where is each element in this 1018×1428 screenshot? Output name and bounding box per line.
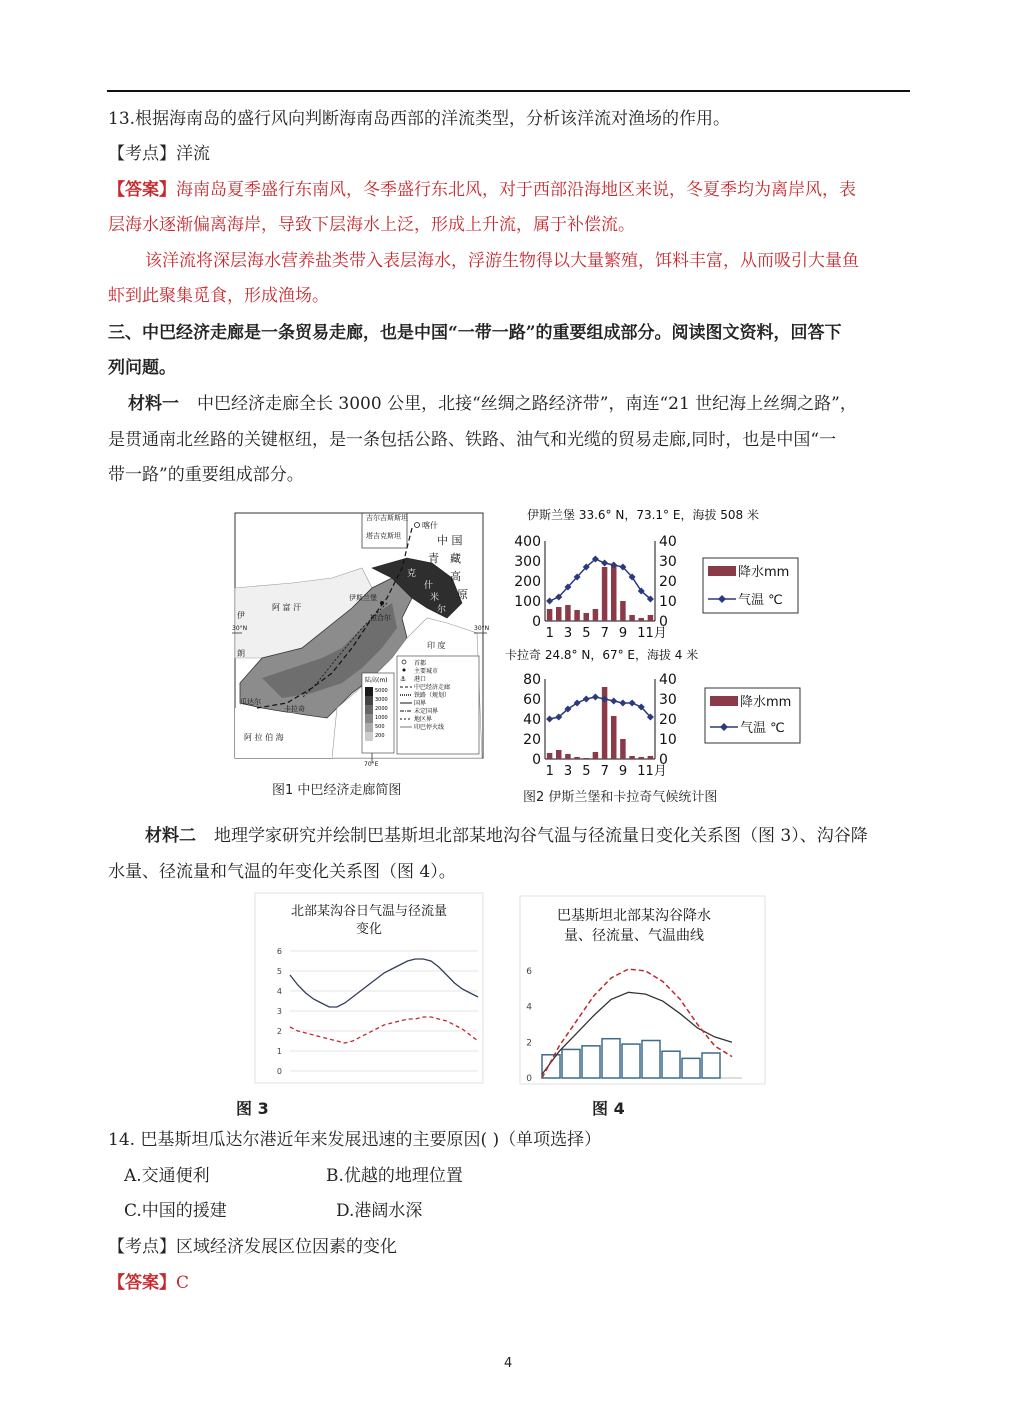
y-tick-right: 10 [659, 594, 677, 610]
rain-bar [639, 618, 645, 621]
x-tick: 7 [600, 626, 609, 641]
answer-tag: 【答案】 [108, 180, 176, 200]
rain-bar [584, 613, 590, 621]
rain-bar [574, 610, 580, 621]
map-label-yuan: 原 [457, 588, 468, 601]
temp-point [592, 694, 599, 701]
legend-undefined-border: 未定国界 [414, 708, 439, 715]
legend-corridor: 中巴经济走廊 [414, 684, 451, 691]
map-label-arabian-sea: 阿 拉 伯 海 [244, 733, 284, 742]
x-tick: 5 [582, 626, 591, 641]
map-label-china: 中 国 [437, 534, 463, 547]
fig3-title-line2: 变化 [355, 922, 383, 937]
map-label-ka2: 什 [424, 581, 434, 591]
legend-temp-2: 气温 ℃ [740, 721, 785, 736]
rain-bar [639, 757, 645, 759]
legend-rain-swatch-2 [710, 696, 738, 706]
material1-line2: 是贯通南北丝路的关键枢纽，是一条包括公路、铁路、油气和光缆的贸易走廊,同时，也是中国“一 [108, 430, 837, 450]
q13-question: 13.根据海南岛的盛行风向判断海南岛西部的洋流类型，分析该洋流对渔场的作用。 [108, 109, 731, 129]
x-tick: 5 [582, 764, 591, 779]
y-tick-left: 0 [532, 752, 541, 768]
x-tick: 11月 [637, 626, 667, 641]
material1-text: 中巴经济走廊全长 3000 公里，北接“丝绸之路经济带”，南连“21 世纪海上丝绸之路”， [197, 394, 857, 414]
legend-rain-swatch-1 [708, 566, 736, 576]
fig4-chart [520, 896, 765, 1084]
y-tick-left: 300 [514, 554, 541, 570]
y-tick: 2 [276, 1027, 282, 1036]
q14-kaodian-text: 区域经济发展区位因素的变化 [176, 1237, 397, 1257]
map-label-ka3: 米 [430, 593, 440, 603]
rain-bar [556, 750, 562, 759]
rain-bar [584, 758, 590, 759]
runoff-bar [622, 1044, 640, 1078]
map-label-lat-right: 30°N [474, 625, 490, 632]
fig1-caption: 图1 中巴经济走廊简图 [272, 783, 402, 798]
q14-option-d: D.港阔水深 [336, 1201, 423, 1221]
karachi-chart [505, 647, 698, 779]
map-label-lahore: 拉合尔 [370, 614, 391, 622]
rain-bar [602, 567, 608, 621]
runoff-bar [682, 1058, 700, 1078]
temp-point [546, 598, 553, 605]
rain-bar [547, 609, 553, 621]
q13-answer-line1 [108, 179, 856, 201]
y-tick-right: 40 [659, 672, 677, 688]
y-tick-left: 200 [514, 574, 541, 590]
climate-charts [505, 503, 805, 803]
section3-heading-line2: 列问题。 [108, 358, 176, 378]
temp-line [550, 697, 651, 719]
karachi-title: 卡拉奇 24.8° N，67° E，海拔 4 米 [505, 648, 699, 662]
rain-bar [648, 615, 654, 621]
rain-bar [547, 753, 553, 759]
material2-line1 [145, 825, 868, 847]
islamabad-title: 伊斯兰堡 33.6° N，73.1° E，海拔 508 米 [527, 508, 759, 522]
y-tick-left: 0 [532, 614, 541, 630]
map-label-lat-left: 30°N [232, 625, 248, 632]
elev-1000: 1000 [375, 715, 388, 721]
fig3-title-line1: 北部某沟谷日气温与径流量 [290, 904, 448, 919]
q14-kaodian [108, 1236, 397, 1258]
elev-5000: 5000 [375, 688, 388, 694]
legend-ceasefire: 印巴停火线 [414, 724, 445, 731]
y-tick-left: 20 [523, 732, 541, 748]
y-tick: 4 [276, 987, 282, 996]
x-tick: 9 [618, 626, 628, 641]
q14-answer-text: C [176, 1273, 190, 1293]
y-tick-right: 20 [659, 712, 677, 728]
temp-point [619, 700, 626, 707]
y-tick: 1 [276, 1047, 282, 1056]
material1-line1 [128, 393, 857, 415]
q14-kaodian-tag: 【考点】 [108, 1237, 176, 1257]
elev-3000: 3000 [375, 697, 388, 703]
map-label-gao: 高 [450, 570, 461, 583]
temp-point [601, 560, 608, 567]
rain-bar [611, 716, 617, 759]
y-tick: 2 [526, 1038, 532, 1049]
fig4-caption: 图 4 [592, 1099, 625, 1118]
runoff-bar [662, 1051, 680, 1078]
answer-text: 海南岛夏季盛行东南风，冬季盛行东北风，对于西部沿海地区来说，冬夏季均为离岸风，表 [176, 180, 856, 200]
runoff-bar [642, 1041, 660, 1079]
y-tick: 6 [276, 947, 282, 956]
y-tick-left: 40 [523, 712, 541, 728]
y-tick-right: 0 [659, 614, 668, 630]
rain-bar [648, 756, 654, 759]
legend-city: 主要城市 [414, 668, 439, 675]
elev-500: 500 [375, 724, 385, 730]
y-tick: 4 [526, 1002, 532, 1013]
y-tick-left: 80 [523, 672, 541, 688]
q14-answer-tag: 【答案】 [108, 1273, 176, 1293]
rain-bar [565, 754, 571, 759]
x-tick: 1 [545, 626, 554, 641]
legend-rain-2: 降水mm [740, 695, 792, 710]
rain-bar [629, 615, 635, 621]
rain-bar [565, 605, 571, 621]
y-tick-right: 30 [659, 554, 677, 570]
map-label-kyrgyz: 吉尔吉斯斯坦 [366, 514, 408, 522]
y-tick-right: 30 [659, 692, 677, 708]
runoff-bar [602, 1039, 620, 1078]
x-tick: 7 [600, 764, 609, 779]
q13-kaodian [108, 143, 210, 165]
rain-bar [629, 756, 635, 759]
map-label-afghan: 阿 富 汗 [272, 603, 302, 612]
rain-bar [620, 739, 626, 759]
map-label-iran2: 朗 [237, 649, 245, 658]
y-tick-left: 400 [514, 534, 541, 550]
map-label-india: 印 度 [427, 641, 446, 650]
map-label-iran1: 伊 [237, 611, 245, 620]
legend-port: 港口 [414, 676, 427, 683]
map-label-lon: 70°E [364, 761, 379, 768]
fig4-title-line2: 量、径流量、气温曲线 [564, 928, 704, 944]
material2-line2: 水量、径流量和气温的年变化关系图（图 4）。 [108, 862, 456, 882]
kaodian-text: 洋流 [176, 144, 210, 164]
header-rule [107, 90, 910, 92]
y-tick: 0 [276, 1067, 282, 1076]
legend-capital: 首都 [414, 660, 427, 667]
q14-question: 14. 巴基斯坦瓜达尔港近年来发展迅速的主要原因( )（单项选择） [108, 1130, 602, 1150]
x-tick: 3 [563, 764, 573, 779]
x-tick: 1 [545, 764, 554, 779]
elev-200: 200 [375, 733, 385, 739]
legend-elev-title: 陆高(m) [365, 677, 388, 684]
cpec-map [232, 508, 490, 768]
material1-line3: 带一路”的重要组成部分。 [108, 465, 304, 485]
y-tick-left: 100 [514, 594, 541, 610]
temp-point [546, 716, 553, 723]
rain-bar [620, 601, 626, 621]
q13-answer-line3: 该洋流将深层海水营养盐类带入表层海水，浮游生物得以大量繁殖，饵料丰富，从而吸引大量鱼 [145, 251, 859, 271]
y-tick: 5 [276, 967, 282, 976]
legend-border: 国界 [414, 700, 427, 707]
page-number: 4 [504, 1356, 513, 1371]
q14-option-b: B.优越的地理位置 [326, 1166, 463, 1186]
temp-point [583, 696, 590, 703]
fig2-caption: 图2 伊斯兰堡和卡拉奇气候统计图 [523, 790, 718, 805]
q14-answer [108, 1272, 189, 1294]
section3-heading-line1: 三、中巴经济走廊是一条贸易走廊，也是中国“一带一路”的重要组成部分。阅读图文资料，回答下 [108, 323, 842, 343]
anchor-icon: ⚓ [400, 675, 407, 683]
material1-label: 材料一 [128, 394, 179, 414]
y-tick: 0 [526, 1074, 532, 1084]
q13-answer-line4: 虾到此聚集觅食，形成渔场。 [108, 286, 329, 306]
map-label-gwadar: 瓜达尔 [240, 698, 261, 706]
y-tick-right: 10 [659, 732, 677, 748]
temp-point [629, 700, 636, 707]
q14-option-a: A.交通便利 [124, 1166, 210, 1186]
map-label-karachi: 卡拉奇 [284, 705, 305, 713]
y-tick-right: 0 [659, 752, 668, 768]
y-tick: 6 [526, 966, 532, 977]
rain-bar [593, 609, 599, 621]
material2-text: 地理学家研究并绘制巴基斯坦北部某地沟谷气温与径流量日变化关系图（图 3）、沟谷降 [214, 826, 868, 846]
x-tick: 11月 [637, 764, 667, 779]
rain-bar [574, 757, 580, 759]
map-label-tajik: 塔吉克斯坦 [366, 532, 401, 540]
y-tick-right: 20 [659, 574, 677, 590]
rain-bar [556, 607, 562, 621]
map-label-zang: 藏 [450, 552, 461, 565]
legend-rain-1: 降水mm [738, 565, 790, 580]
q14-option-c: C.中国的援建 [124, 1201, 227, 1221]
temp-point [610, 698, 617, 705]
map-label-ka4: 尔 [437, 605, 447, 615]
map-label-qing: 青 [428, 552, 439, 565]
fig3-chart [255, 893, 483, 1083]
material2-label: 材料二 [145, 826, 196, 846]
y-tick: 3 [276, 1007, 282, 1016]
legend-region-border: 地区界 [414, 716, 433, 723]
legend-temp-1: 气温 ℃ [738, 593, 783, 608]
rain-bar [611, 565, 617, 621]
fig4-title-line1: 巴基斯坦北部某沟谷降水 [557, 908, 711, 924]
map-label-islamabad: 伊斯兰堡 [349, 594, 377, 602]
runoff-bar [562, 1049, 580, 1078]
q13-answer-line2: 层海水逐渐偏离海岸，导致下层海水上泛，形成上升流，属于补偿流。 [108, 215, 635, 235]
legend-railway: 铁路（规划） [414, 692, 451, 699]
temp-line [550, 559, 651, 601]
rain-bar [593, 752, 599, 759]
y-tick-right: 40 [659, 534, 677, 550]
elev-2000: 2000 [375, 706, 388, 712]
y-tick-left: 60 [523, 692, 541, 708]
kaodian-tag: 【考点】 [108, 144, 176, 164]
x-tick: 9 [618, 764, 628, 779]
runoff-bar [702, 1053, 720, 1078]
fig3-caption: 图 3 [236, 1099, 269, 1118]
map-label-ka: 克 [407, 569, 417, 579]
x-tick: 3 [563, 626, 573, 641]
runoff-bar [582, 1046, 600, 1078]
map-label-kashgar: 喀什 [422, 521, 438, 530]
